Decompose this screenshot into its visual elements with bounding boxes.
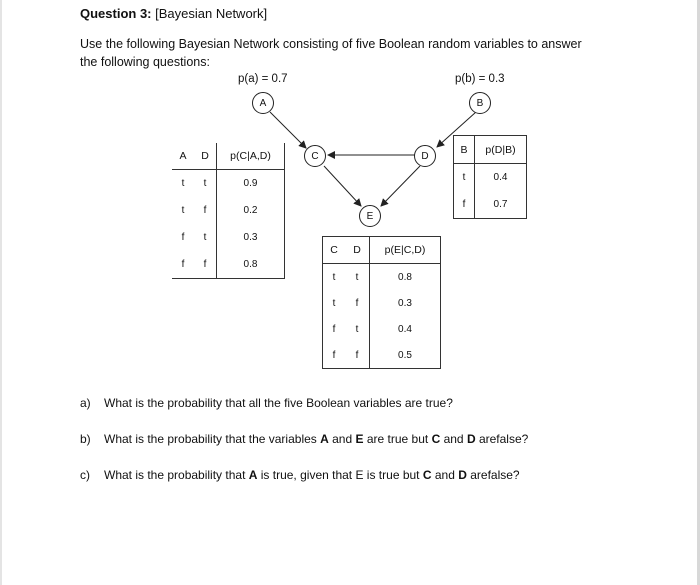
table-row (323, 316, 441, 342)
cpt-table-e (322, 236, 441, 369)
cpt-table-d (453, 135, 527, 219)
table-row (323, 290, 441, 316)
cpt-c-header-a: A (172, 143, 194, 170)
cpt-c-header-d: D (194, 143, 217, 170)
node-b: B (469, 92, 491, 114)
cpt-d-header-prob: p(D|B) (475, 136, 527, 164)
cpt-c-cell: 0.8 (243, 259, 258, 270)
cpt-e-cell: t (345, 264, 370, 291)
table-row (323, 342, 441, 369)
question-c (80, 468, 520, 482)
cpt-e-cell: 0.8 (398, 271, 412, 283)
question-b-label: b) (80, 432, 91, 446)
table-row (172, 224, 285, 251)
cpt-e-header-prob: p(E|C,D) (370, 237, 441, 264)
cpt-d-cell: f (454, 191, 475, 219)
question-b-text: What is the probability that the variables A and E are true but C and D arefalse? (104, 432, 529, 446)
question-a (80, 396, 453, 410)
cpt-c-cell: f (181, 259, 185, 270)
node-a: A (252, 92, 274, 114)
cpt-c-cell: 0.2 (243, 205, 258, 216)
cpt-e-cell: 0.5 (398, 349, 412, 361)
cpt-e-cell: 0.3 (398, 297, 412, 309)
cpt-e-cell: f (332, 349, 336, 361)
cpt-c-cell: f (181, 232, 185, 243)
table-row (454, 191, 527, 219)
cpt-c-cell: f (194, 251, 217, 279)
table-row (172, 170, 285, 198)
table-row (323, 264, 441, 291)
prior-b-label: p(b) = 0.3 (455, 73, 505, 85)
cpt-d-cell: 0.7 (493, 199, 508, 210)
question-intro: Use the following Bayesian Network consisting of five Boolean random variables to answer the following questions: (80, 37, 582, 69)
node-e: E (359, 205, 381, 227)
node-c: C (304, 145, 326, 167)
edge-d-to-e (381, 166, 420, 206)
question-a-label: a) (80, 396, 91, 410)
cpt-e-header-d: D (345, 237, 370, 264)
node-d: D (414, 145, 436, 167)
edge-c-to-e (324, 166, 361, 206)
cpt-d-cell: 0.4 (493, 172, 508, 183)
cpt-e-cell: f (345, 290, 370, 316)
question-b (80, 432, 528, 446)
question-title: Question 3: [Bayesian Network] (80, 6, 268, 21)
cpt-c-cell: f (194, 197, 217, 224)
table-row (172, 251, 285, 279)
question-c-text: What is the probability that A is true, given that E is true but C and D arefalse? (104, 468, 520, 482)
cpt-c-cell: t (194, 224, 217, 251)
cpt-d-header-b: B (454, 136, 475, 164)
cpt-c-cell: t (181, 205, 185, 216)
table-row (172, 197, 285, 224)
question-c-label: c) (80, 468, 90, 482)
cpt-table-c (172, 143, 285, 279)
cpt-e-cell: 0.4 (398, 323, 412, 335)
cpt-c-cell: t (194, 170, 217, 198)
cpt-e-header-c: C (323, 237, 346, 264)
cpt-c-header-prob: p(C|A,D) (217, 143, 285, 170)
cpt-e-cell: t (332, 271, 336, 283)
prior-a-label: p(a) = 0.7 (238, 73, 288, 85)
cpt-e-cell: t (345, 316, 370, 342)
question-a-text: What is the probability that all the five Boolean variables are true? (104, 396, 453, 410)
cpt-c-cell: 0.3 (243, 232, 258, 243)
cpt-e-cell: f (332, 323, 336, 335)
cpt-c-cell: t (181, 178, 185, 189)
cpt-c-cell: 0.9 (243, 178, 258, 189)
table-row (454, 164, 527, 192)
cpt-d-cell: t (454, 164, 475, 192)
cpt-e-cell: t (332, 297, 336, 309)
cpt-e-cell: f (345, 342, 370, 369)
